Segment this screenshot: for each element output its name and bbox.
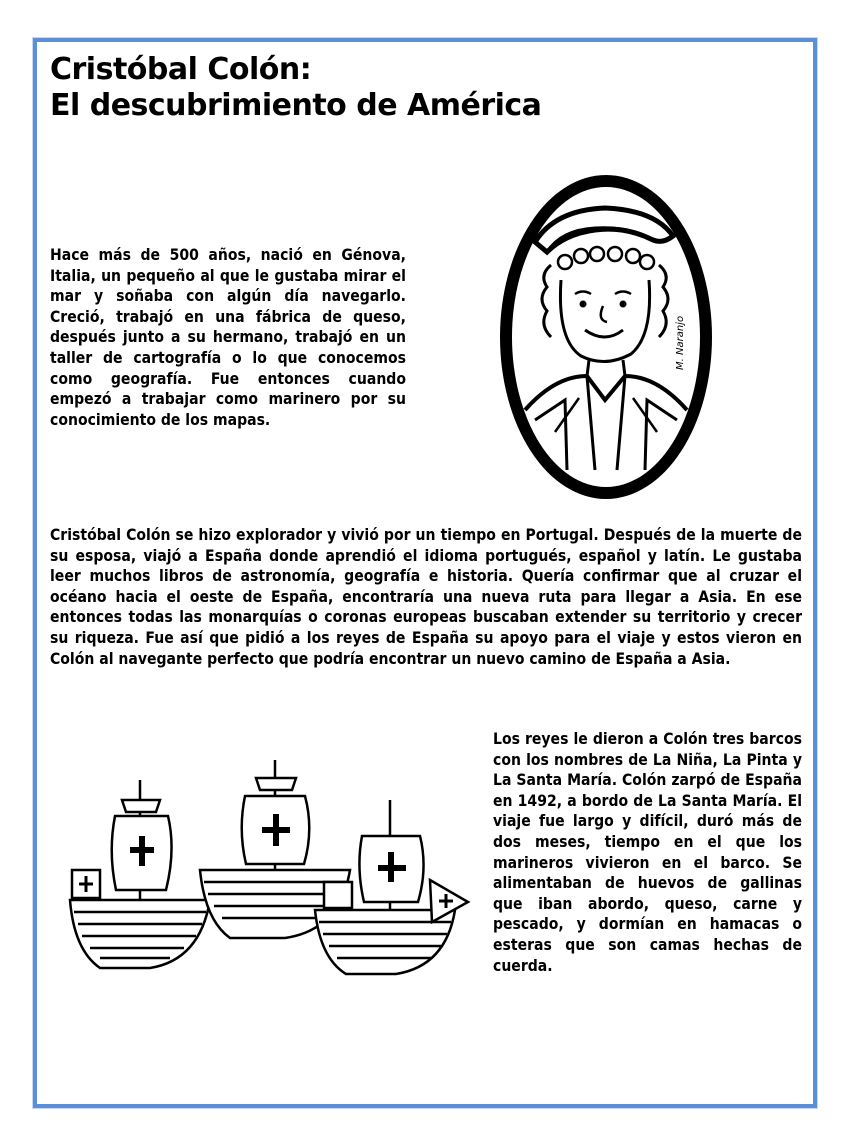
explorer-paragraph: Cristóbal Colón se hizo explorador y vivió por un tiempo en Portugal. Después de la muerte de su esposa, viajó a España donde aprendió el idioma portugués, español y latín. Le gustaba leer muchos libros de astronomía, geografía e historia. Quería confirmar que al cruzar el océano hacia el oeste de España, encontraría una nueva ruta para llegar a Asia. En ese entonces todas las monarquías o coronas europeas buscaban extender su territorio y crecer su riqueza. Fue así que pidió a los reyes de España su apoyo para el viaje y estos vieron en Colón al navegante perfecto que podría encontrar un nuevo camino de España a Asia. xyxy=(50,526,802,668)
three-ships-illustration xyxy=(60,760,480,990)
columbus-portrait-illustration xyxy=(495,170,717,504)
voyage-paragraph: Los reyes le dieron a Colón tres barcos con los nombres de La Niña, La Pinta y La Santa María. Colón zarpó de España en 1492, a bordo de La Santa María. El viaje fue largo y difícil, duró más de dos meses, tiempo en el que los marineros vivieron en el barco. Se alimentaban de huevos de gallinas que iban abordo, queso, carne y pescado, y dormían en hamacas o esteras que son camas hechas de cuerda. xyxy=(493,730,802,975)
title-line-2: El descubrimiento de América xyxy=(50,88,542,123)
portrait-signature: M. Naranjo xyxy=(675,315,686,370)
title-line-1: Cristóbal Colón: xyxy=(50,52,312,87)
intro-paragraph: Hace más de 500 años, nació en Génova, Italia, un pequeño al que le gustaba mirar el mar y soñaba con algún día navegarlo. Creció, trabajó en una fábrica de queso, después junto a su hermano, trabajó en un taller de cartografía o lo que conocemos como geografía. Fue entonces cuando empezó a trabajar como marinero por su conocimiento de los mapas. xyxy=(50,246,406,429)
page-title xyxy=(50,52,541,124)
